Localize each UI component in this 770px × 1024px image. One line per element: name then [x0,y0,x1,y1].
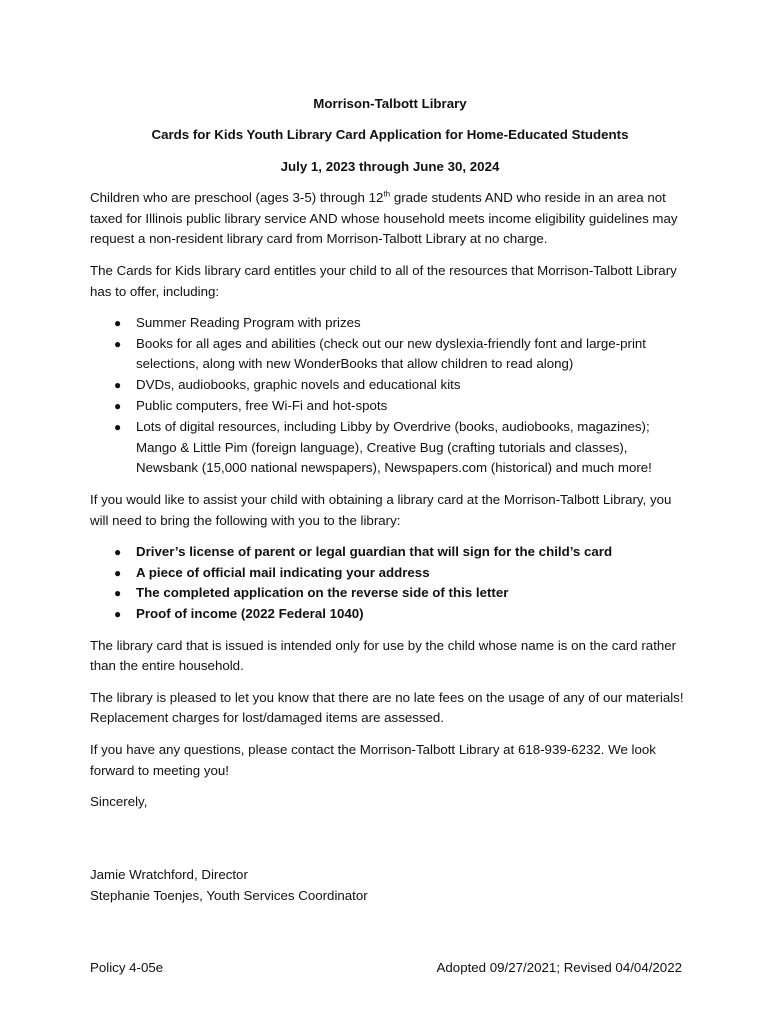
resource-text: DVDs, audiobooks, graphic novels and educational kits [136,377,461,393]
bullet-icon: ● [114,378,122,393]
policy-number: Policy 4-05e [90,960,164,975]
resources-intro: The Cards for Kids library card entitles your child to all of the resources that Morrison-Talbott Library has to offer, including: [90,262,677,299]
org-name: Morrison-Talbott Library [313,96,467,111]
list-item [114,417,690,479]
resource-text: Books for all ages and abilities (check out our new dyslexia-friendly font and large-print selections, along with new WonderBooks that allow children to read along) [136,335,646,372]
contact-paragraph: If you have any questions, please contact the Morrison-Talbott Library at 618-939-6232. We look forward to meeting you! [90,741,656,778]
intro-part1: Children who are preschool (ages 3-5) through 12 [90,189,384,205]
list-item [114,563,690,584]
letter-body [90,94,690,906]
resource-text: Public computers, free Wi-Fi and hot-spots [136,398,388,414]
intro-paragraph [90,188,690,250]
bullet-icon: ● [114,399,122,414]
requirement-text: Driver’s license of parent or legal guardian that will sign for the child’s card [136,543,613,559]
bullet-icon: ● [114,544,122,559]
bullet-icon: ● [114,315,122,330]
card-usage-paragraph: The library card that is issued is intended only for use by the child whose name is on the card rather than the entire household. [90,637,677,674]
intro-superscript: th [383,189,391,199]
bullet-icon: ● [114,336,122,351]
list-item [114,604,690,625]
resource-text: Lots of digital resources, including Libby by Overdrive (books, audiobooks, magazines); Mango & Little Pim (foreign language), Creative Bug (crafting tutorials and classes), Newsbank (15,000 national newspapers), Newspapers.com (historical) and much more! [136,418,652,476]
page-footer [90,960,682,975]
bullet-icon: ● [114,607,122,622]
signature-coordinator: Stephanie Toenjes, Youth Services Coordinator [90,887,368,903]
bullet-icon: ● [114,586,122,601]
list-item [114,375,690,396]
date-range: July 1, 2023 through June 30, 2024 [280,158,500,174]
resource-text: Summer Reading Program with prizes [136,314,361,330]
resources-list [90,313,690,479]
requirement-text: Proof of income (2022 Federal 1040) [136,606,364,622]
list-item [114,583,690,604]
signature-space [90,823,690,865]
intro-part2: grade students AND who reside in an area not taxed for Illinois public library service AND whose household meets income eligibility guidelines may request a non-resident library card from Morrison-Talbott Library at no charge. [90,189,678,247]
list-item [114,334,690,376]
list-item [114,396,690,417]
requirement-text: The completed application on the reverse side of this letter [136,585,509,601]
list-item [114,542,690,563]
list-item [114,313,690,334]
fees-paragraph: The library is pleased to let you know that there are no late fees on the usage of any of our materials! Replacement charges for lost/damaged items are assessed. [90,689,684,726]
bullet-icon: ● [114,565,122,580]
requirements-intro: If you would like to assist your child with obtaining a library card at the Morrison-Talbott Library, you will need to bring the following with you to the library: [90,491,672,528]
adoption-dates: Adopted 09/27/2021; Revised 04/04/2022 [436,960,682,975]
requirement-text: A piece of official mail indicating your address [136,564,430,580]
document-title: Cards for Kids Youth Library Card Application for Home-Educated Students [151,127,629,143]
bullet-icon: ● [114,419,122,434]
signature-block [90,865,690,907]
requirements-list [90,542,690,625]
closing: Sincerely, [90,793,148,809]
signature-director: Jamie Wratchford, Director [90,866,248,882]
